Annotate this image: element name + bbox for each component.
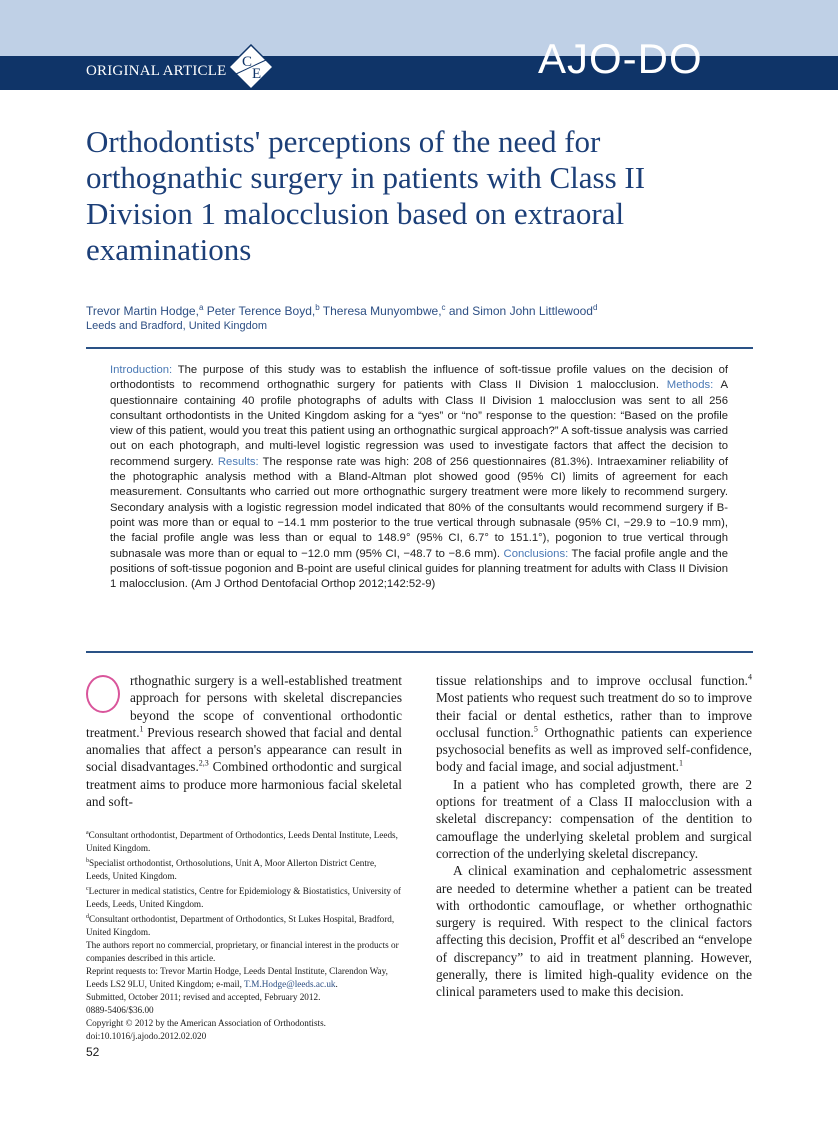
article-type-label: ORIGINAL ARTICLE bbox=[86, 63, 227, 79]
reprint-requests: Reprint requests to: Trevor Martin Hodge, Leeds Dental Institute, Clarendon Way, Leeds LS2 9LU, United Kingdom; e-mail, T.M.Hodge@leeds.ac.uk. bbox=[86, 966, 388, 990]
footnote: $^a$Consultant orthodontist, Department of Orthodontics, Leeds Dental Institute, Leeds, United Kingdom. bbox=[86, 830, 398, 854]
ce-letter-e: E bbox=[252, 66, 262, 82]
abstract-conclusions-heading: Conclusions: bbox=[500, 547, 569, 560]
author-list bbox=[86, 303, 597, 318]
page-number: 52 bbox=[86, 1045, 100, 1059]
citation: 5 bbox=[533, 724, 538, 734]
abstract-results: The response rate was high: 208 of 256 questionnaires (81.3%). Intraexaminer reliability of the photographic analysis method with a Bland-Altman plot showed good (95% CI) limits of agreement for each measurement. Consultants who carried out more orthognathic surgery treatment were more likely to recommend surgery. Secondary analysis with a logistic regression model indicated that 80% of the consultants would recommend surgery if B-point was more than or equal to −14.1 mm posterior to the true vertical through subnasale (95% CI, −29.9 to −10.9 mm), the facial profile angle was less than or equal to 148.9° (95% CI, 6.7° to 151.1°), pogonion to true vertical through subnasale was more than or equal to −12.0 mm (95% CI, −48.7 to −8.6 mm). bbox=[110, 455, 728, 560]
body-paragraph: rthognathic surgery is a well-established treatment approach for persons with skeletal discrepancies beyond the scope of conventional orthodontic treatment.$^1$ Previous research showed that facial and dental anomalies that affect a person's appearance can result in social disadvantages.$^{2,3}$ Combined orthodontic and surgical treatment aims to produce more harmonious facial skeletal and soft- bbox=[86, 673, 402, 810]
body-column-right bbox=[436, 672, 752, 1001]
submission-dates: Submitted, October 2011; revised and accepted, February 2012. bbox=[86, 992, 321, 1003]
author-location: Leeds and Bradford, United Kingdom bbox=[86, 320, 268, 332]
author-mark: a bbox=[198, 303, 204, 312]
citation: 2,3 bbox=[198, 759, 209, 769]
author-name: Theresa Munyombwe, bbox=[319, 304, 442, 318]
author-mark: d bbox=[592, 303, 598, 312]
citation: 1 bbox=[678, 759, 683, 769]
abstract-top-rule bbox=[86, 347, 753, 349]
abstract-intro-heading: Introduction: bbox=[110, 364, 173, 376]
footnote: $^d$Consultant orthodontist, Department of Orthodontics, St Lukes Hospital, Bradford, United Kingdom. bbox=[86, 914, 395, 938]
body-paragraph: tissue relationships and to improve occlusal function.$^4$ Most patients who request such treatment do so to improve their facial or dental esthetics, rather than to improve occlusal function.$^5$ Orthognathic patients can experience psychosocial benefits as well as improved self-confidence, body and facial image, and social adjustment.$^1$ bbox=[436, 672, 753, 775]
conflict-statement: The authors report no commercial, proprietary, or financial interest in the products or companies described in this article. bbox=[86, 940, 399, 964]
abstract-methods-heading: Methods: bbox=[658, 379, 714, 392]
email-link[interactable]: T.M.Hodge@leeds.ac.uk bbox=[244, 979, 336, 990]
copyright: Copyright © 2012 by the American Association of Orthodontists. bbox=[86, 1018, 326, 1029]
author-name: and Simon John Littlewood bbox=[445, 304, 593, 318]
citation: 4 bbox=[748, 672, 752, 682]
abstract bbox=[110, 363, 728, 592]
citation: 6 bbox=[620, 932, 625, 942]
ce-badge-icon bbox=[228, 44, 274, 90]
issn: 0889-5406/$36.00 bbox=[86, 1005, 154, 1016]
footnotes bbox=[86, 827, 402, 1043]
header-top-band bbox=[0, 0, 838, 56]
body-column-left bbox=[86, 672, 402, 810]
journal-logo: AJO-DO bbox=[538, 35, 703, 82]
abstract-methods: A questionnaire containing 40 profile photographs of adults with Class II Division 1 malocclusion was sent to all 256 consultant orthodontists in the United Kingdom asking for a “yes” or “no” response to the question: “Based on the profile view of this patient, would you treat this patient using an orthognathic surgical approach?” A soft-tissue analysis was carried out on each photograph, and multi-level logistic regression was used to investigate factors that affect the decision to recommend surgery. bbox=[110, 379, 728, 468]
dropcap-o-icon bbox=[86, 675, 124, 715]
body-paragraph: A clinical examination and cephalometric assessment are needed to determine whether a patient can be treated with orthodontic camouflage, or whether orthognathic surgery is required. With respect to the clinical factors affecting this decision, Proffit et $al^6$ described an “envelope of discrepancy” to aid in treatment planning. However, generally, there is limited high-quality evidence on the clinical parameters used to make this decision. bbox=[436, 863, 752, 1000]
author-name: Trevor Martin Hodge, bbox=[86, 304, 199, 318]
author-mark: c bbox=[441, 303, 446, 312]
citation: 1 bbox=[139, 724, 144, 734]
footnote: $^c$Lecturer in medical statistics, Centre for Epidemiology & Biostatistics, University of Leeds, Leeds, United Kingdom. bbox=[86, 886, 401, 910]
footnote: $^b$Specialist orthodontist, Orthosolutions, Unit A, Moor Allerton District Centre, Leeds, United Kingdom. bbox=[86, 858, 377, 882]
abstract-intro: The purpose of this study was to establish the influence of soft-tissue profile values on the decision of orthodontists to recommend orthognathic surgery for patients with Class II Division 1 malocclusion. bbox=[110, 364, 728, 392]
abstract-bottom-rule bbox=[86, 651, 753, 653]
abstract-results-heading: Results: bbox=[213, 455, 259, 468]
ce-letter-c: C bbox=[242, 54, 253, 70]
author-name: Peter Terence Boyd, bbox=[203, 304, 316, 318]
body-paragraph: In a patient who has completed growth, there are 2 options for treatment of a Class II malocclusion with a skeletal discrepancy: compensation of the dentition to camouflage the underlying skeletal problem and surgical correction of the underlying skeletal discrepancy. bbox=[436, 776, 752, 861]
article-title: Orthodontists' perceptions of the need for orthognathic surgery in patients with Class II Division 1 malocclusion based on extraoral examinations bbox=[86, 124, 646, 267]
doi: doi:10.1016/j.ajodo.2012.02.020 bbox=[86, 1031, 207, 1042]
abstract-conclusions: The facial profile angle and the positions of soft-tissue pogonion and B-point are useful clinical guides for planning treatment for adults with Class II Division 1 malocclusion. (Am J Orthod Dentofacial Orthop 2012;142:52-9) bbox=[110, 547, 728, 591]
author-mark: b bbox=[315, 303, 320, 312]
